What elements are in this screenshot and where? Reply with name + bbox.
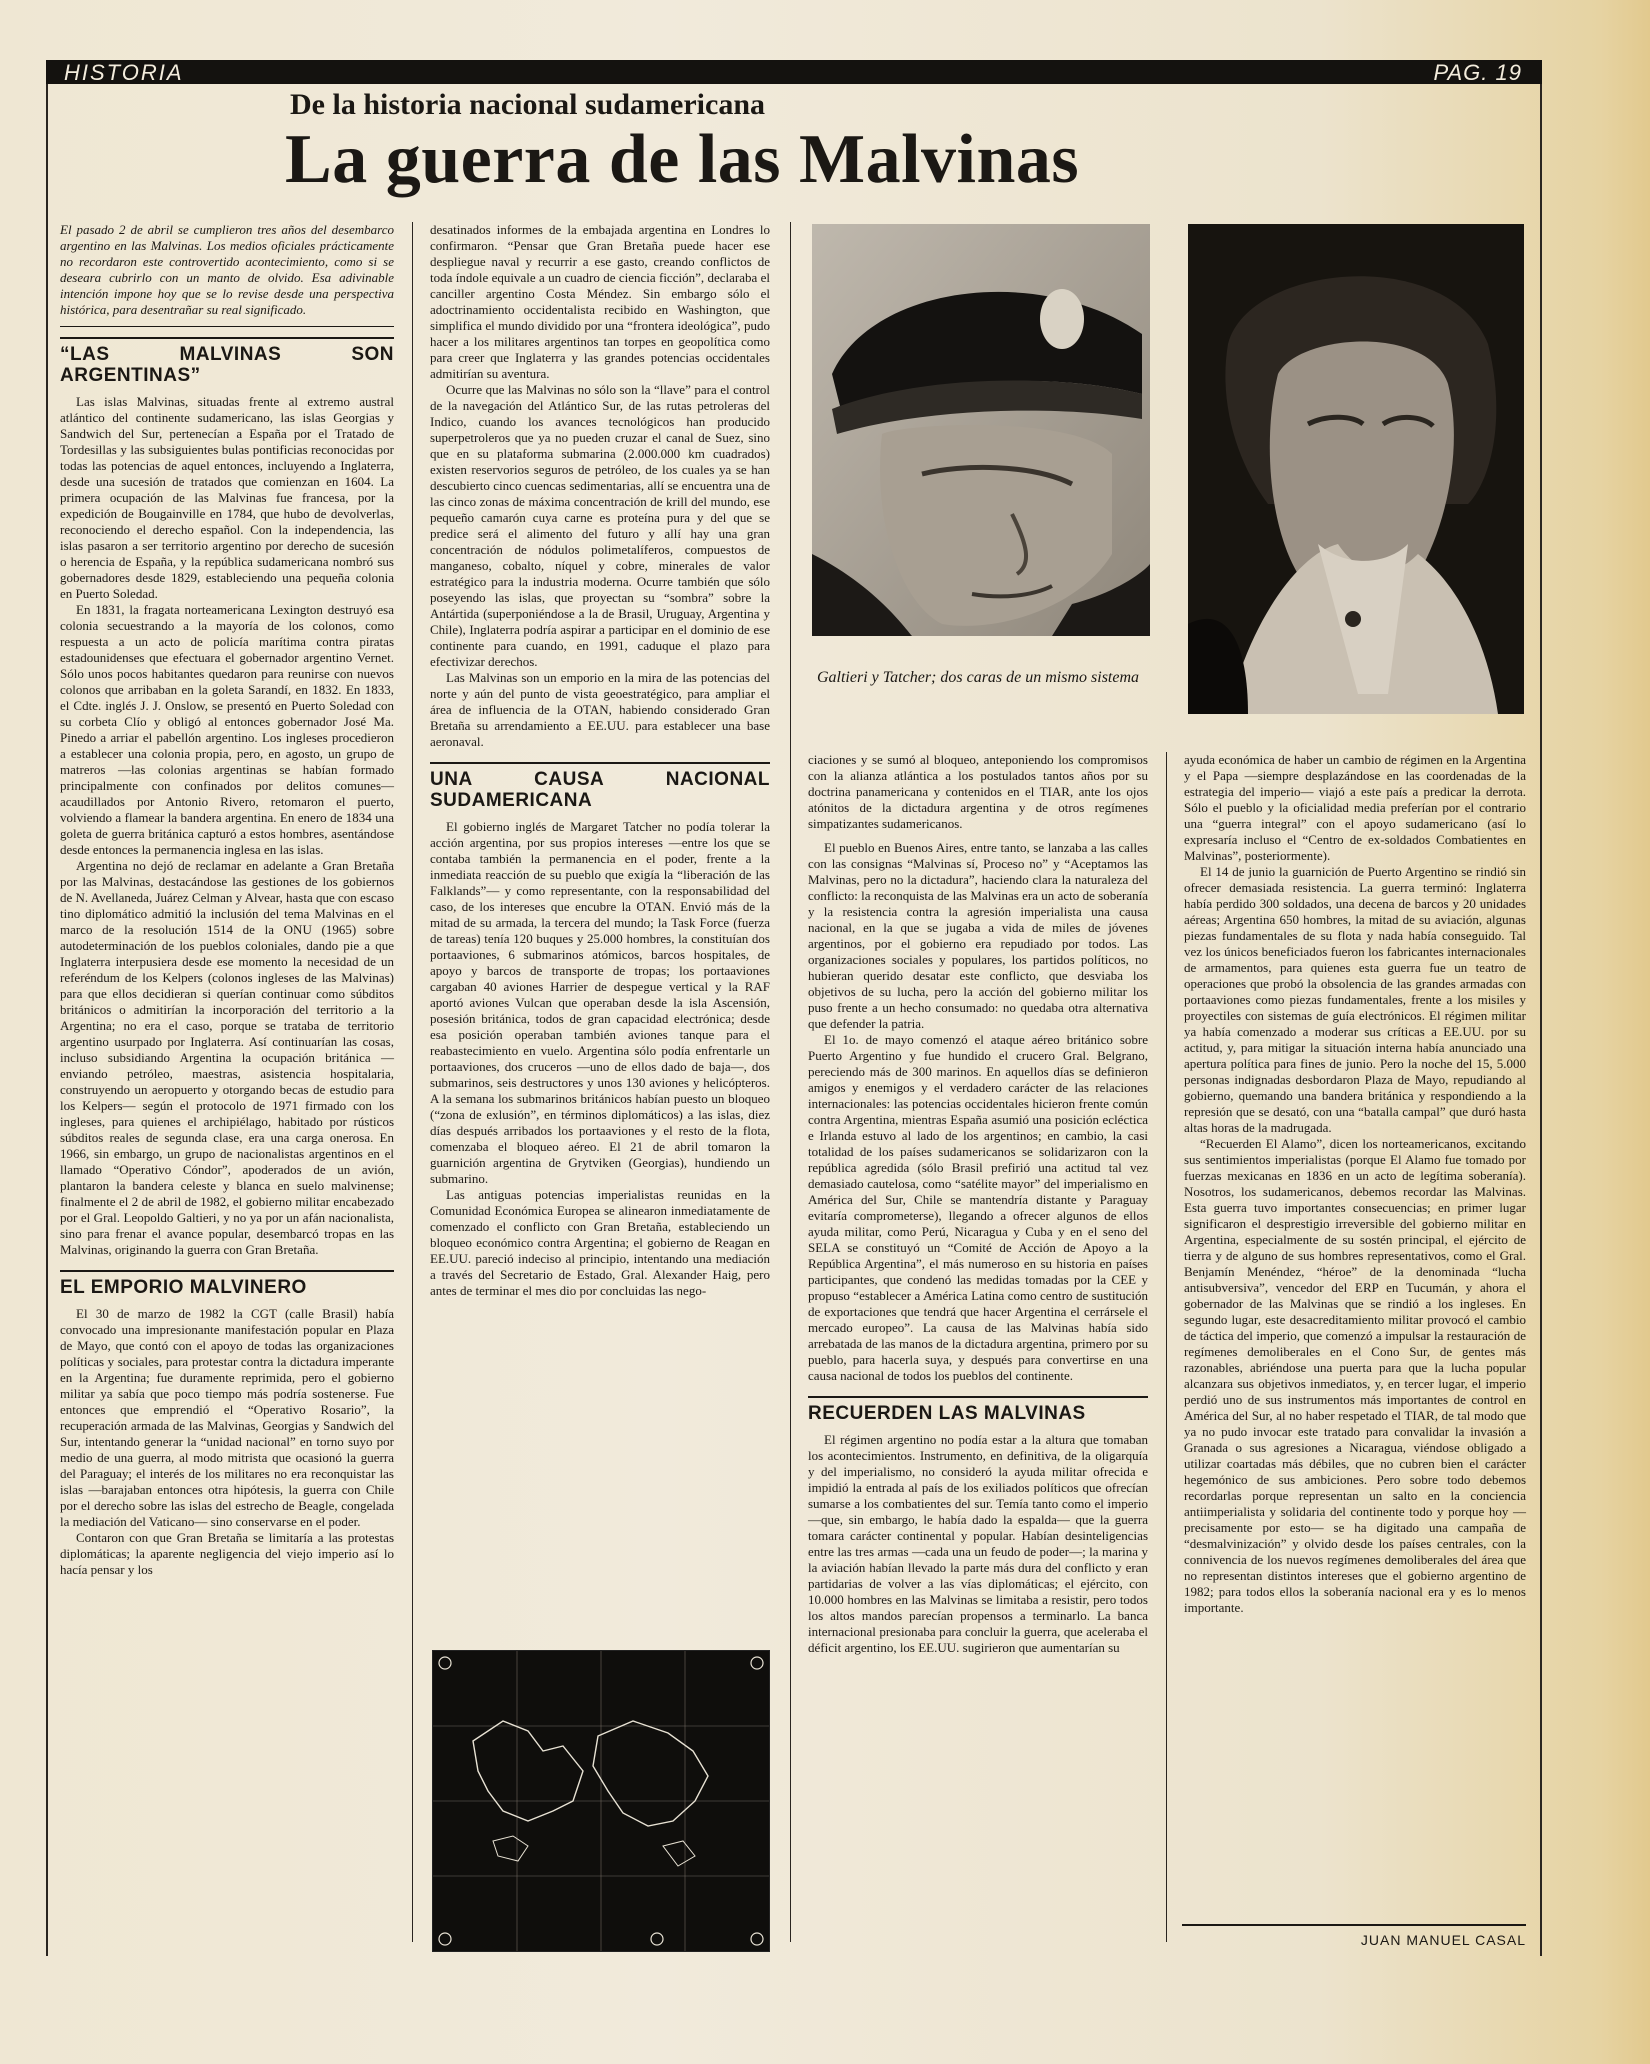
galtieri-portrait	[812, 224, 1150, 636]
column-rule	[1166, 752, 1167, 1942]
paragraph: El 14 de junio la guarnición de Puerto Argentino se rindió sin ofrecer demasiada resistencia. La guerra terminó: Inglaterra había perdido 300 soldados, una decena de barcos y 20 unidades aéreas; Argentina 650 hombres, la mitad de su aviación, algunas piezas fundamentales de su flota y nada había conseguido. Tal vez los únicos beneficiados fueron los fabricantes internacionales de armamentos, para quienes esta guerra fue un teatro de operaciones que probó la obsolencia de las grandes armadas con portaaviones como piezas fundamentales, frente a los misiles y proyectiles con sistemas de guía electrónicos. El régimen militar ya había comenzado a moderar sus críticas a EE.UU. por su actitud, y, para mitigar la situación interna había anunciado una apertura política para fines de junio. Pero la noche del 15, 5.000 personas indignadas desbordaron Plaza de Mayo, repudiando al gobierno, quemando una bandera británica y respondiendo a la represión que se desató, con una “batalla campal” que duró hasta altas horas de la madrugada.	[1184, 864, 1526, 1135]
photo-tatcher	[1188, 224, 1524, 714]
paragraph: El gobierno inglés de Margaret Tatcher no podía tolerar la acción argentina, por sus propios intereses —entre los que se contaba también la permanencia en el poder, frente a la inmediata reacción de su pueblo que exigía la “liberación de las Falklands”— y como representante, con la responsabilidad del caso, de los intereses que encubre la OTAN. Envió más de la mitad de su armada, la tercera del mundo; la Task Force (fuerza de tareas) tenía 120 buques y 25.000 hombres, la constituían dos portaaviones, 6 submarinos atómicos, barcos hospitales, de apoyo y barcos de transporte de tropas; los portaaviones cargaban 40 aviones Harrier de despegue vertical y la RAF aportó aviones Vulcan que operaban desde la isla Ascensión, posesión británica, todos de gran capacidad electrónica; desde esa posición operaban también aviones tanque para el reabastecimiento en vuelo. Argentina sólo podía enfrentarle un portaaviones, dos cruceros —uno de ellos dado de baja—, dos submarinos, seis destructores y unos 130 aviones y helicópteros. A la semana los submarinos británicos habían puesto un bloqueo (“zona de exlusión”, en términos diplomáticos) a las islas, diez días después arribados los portaaviones y el resto de la flota, comenzaba el bloqueo aéreo. El 21 de abril tomaron la guarnición argentina de Grytviken (Georgias), hundiendo un submarino.	[430, 819, 770, 1186]
header-bar	[46, 60, 1542, 84]
paragraph: Las antiguas potencias imperialistas reunidas en la Comunidad Económica Europea se alinearon inmediatamente de comenzado el conflicto con Gran Bretaña, estableciendo un bloqueo económico contra Argentina; el gobierno de Reagan en EE.UU. pareció indeciso al principio, intentando una mediación a través del Secretario de Estado, Gral. Alexander Haig, pero antes de terminar el mes dio por concluidas las nego-	[430, 1187, 770, 1298]
headline: La guerra de las Malvinas	[285, 121, 1080, 198]
paragraph: “Recuerden El Alamo”, dicen los norteamericanos, excitando sus sentimientos imperialistas (porque El Alamo fue tomado por fuerzas mexicanas en 1836 en un acto de legítima soberanía). Nosotros, los sudamericanos, debemos recordar las Malvinas. Esta guerra tuvo importantes consecuencias; en primer lugar significaron el desprestigio irreversible del gobierno militar en Argentina, especialmente de su sostén principal, el ejército de tierra y de alguno de sus hombres representativos, como el Gral. Benjamín Menéndez, “héroe” de la denominada “lucha antisubversiva”, vencedor del ERP en Tucumán, y ahora el gobernador de las Malvinas que se rindió a los ingleses. En segundo lugar, este desacreditamiento militar provocó el cambio de táctica del imperio, que comenzó a impulsar la restauración de regímenes demoliberales en el Cono Sur, de gentes más razonables, abriéndose una puerta para que la lucha popular alcanzara sus objetivos inmediatos, y, en tercer lugar, el imperio perdió uno de sus instrumentos más importantes de control en América del Sur, al no haber respetado el TIAR, de tal modo que ya no pudo invocar este tratado para convalidar la invasión a Granada o sus agresiones a Nicaragua, viéndose obligado a utilizar coartadas más débiles, que no cubren bien el carácter hegemónico de sus ambiciones. Pero sobre todo debemos recordarlas porque representan un salto en la conciencia antiimperialista y solidaria del continente todo y porque hoy —precisamente por esto— se ha digitado una campaña de “desmalvinización” y olvido desde los países centrales, con la connivencia de los nuevos regímenes demoliberales del área que no representan distintos intereses que el gobierno argentino de 1982; para todos ellos la soberanía nacional era y es lo menos importante.	[1184, 1136, 1526, 1615]
section-label: HISTORIA	[64, 60, 184, 85]
paragraph: Contaron con que Gran Bretaña se limitaría a las protestas diplomáticas; la aparente negligencia del viejo imperio así lo hacía pensar y los	[60, 1530, 394, 1577]
column-4	[1184, 752, 1526, 1616]
photo-galtieri	[812, 224, 1150, 636]
column-3	[808, 752, 1148, 1656]
lead-paragraph: El pasado 2 de abril se cumplieron tres años del desembarco argentino en las Malvinas. Los medios oficiales prácticamente no recordaron este controvertido acontecimiento, como si se deseara cubrirlo con un manto de olvido. Esa adivinable intención impone hoy que se lo revise desde una perspectiva histórica, para desentrañar su real significado.	[60, 222, 394, 317]
paragraph: ciaciones y se sumó al bloqueo, anteponiendo los compromisos con la alianza atlántica a los postulados tantos años por su doctrina panamericana y contenidos en el TIAR, ante los ojos atónitos de la dictadura argentina y de otros regímenes simpatizantes sudamericanos.	[808, 752, 1148, 831]
subhead-causa-nacional: UNA CAUSA NACIONAL SUDAMERICANA	[430, 762, 770, 811]
paragraph: El pueblo en Buenos Aires, entre tanto, se lanzaba a las calles con las consignas “Malvinas sí, Proceso no” y “Aceptamos las Malvinas, pero no la dictadura”, haciendo clara la naturaleza del conflicto: la reconquista de las Malvinas era un acto de soberanía y la resistencia contra la agresión imperialista una causa nacional, en la que se jugaba a vida de miles de jóvenes argentinos, por el gobierno era repudiado por todos. Las organizaciones sociales y populares, los partidos políticos, no hubieran querido desatar este conflicto, que desviaba los objetivos de su lucha, pero la acción del gobierno militar los puso frente a un hecho consumado: no quedaba otra alternativa que defender la patria.	[808, 840, 1148, 1031]
malvinas-map-image	[432, 1650, 770, 1952]
column-1	[60, 222, 394, 1578]
paragraph: En 1831, la fragata norteamericana Lexington destruyó esa colonia secuestrando a la mayoría de los colonos, como respuesta a un acto de policía marítima contra piratas estadounidenses que efectuara el gobernador argentino Vernet. Sólo unos pocos habitantes quedaron para reunirse con nuevos colonos que arribaban en la goleta Sarandí, en 1832. En 1833, el Cdte. inglés J. J. Onslow, se presentó en Puerto Soledad con su corbeta Clío y obligó al entonces gobernador José Ma. Pinedo a arriar el pabellón argentino. Los ingleses procedieron a establecer una colonia propia, pero, en agosto, un grupo de matreros —las colonias argentinas se habían formado principalmente con confinados por delitos comunes— acaudillados por Antonio Rivero, retomaron el puerto, volviendo a flamear la bandera argentina. En enero de 1834 una goleta de guerra británica capturó a estos hombres, asentándose desde entonces la permanencia inglesa en las islas.	[60, 602, 394, 857]
paragraph: Las Malvinas son un emporio en la mira de las potencias del norte y aún del punto de vista geoestratégico, para ampliar el área de influencia de la OTAN, habiendo considerado Gran Bretaña su arrendamiento a EE.UU. para establecer una base aeronaval.	[430, 670, 770, 749]
subhead-las-malvinas: “LAS MALVINAS SON ARGENTINAS”	[60, 337, 394, 386]
right-border-rule	[1540, 84, 1542, 1956]
map-drawing	[433, 1651, 769, 1951]
subhead-emporio: EL EMPORIO MALVINERO	[60, 1270, 394, 1298]
paragraph: El 30 de marzo de 1982 la CGT (calle Brasil) había convocado una impresionante manifestación popular en Plaza de Mayo, que contó con el apoyo de todas las organizaciones políticas y sociales, para protestar contra la dictadura imperante en la Argentina; fue duramente reprimida, pero el gobierno militar ya sabía que poco tiempo más podría sostenerse. Fue entonces que emprendió el “Operativo Rosario”, la recuperación armada de las Malvinas, Georgias y Sandwich del Sur, intentando generar la “unidad nacional” en torno suyo por medio de una guerra, al modo mitrista que ocasionó la guerra del Paraguay; el interés de los militares no era reconquistar las islas —barajaban entonces otra hipótesis, la guerra con Chile por el derecho sobre las islas del estrecho de Beagle, congelada la mediación del Vaticano— sino conservarse en el poder.	[60, 1306, 394, 1529]
kicker: De la historia nacional sudamericana	[290, 88, 766, 121]
subhead-recuerden: RECUERDEN LAS MALVINAS	[808, 1396, 1148, 1424]
lead-rule	[60, 326, 394, 327]
paragraph: desatinados informes de la embajada argentina en Londres lo confirmaron. “Pensar que Gran Bretaña puede hacer ese despliegue naval y recurrir a ese gasto, creando conflictos de toda índole equivale a un cuadro de ciencia ficción”, declaraba el canciller argentino Costa Méndez. Sin embargo sólo el adoctrinamiento occidentalista recibido en Washington, que simplifica el mundo dividido por una “frontera ideológica”, pudo hacer a los militares argentinos tan torpes en geopolítica como para creer que Inglaterra y las grandes potencias occidentales admitirían su aventura.	[430, 222, 770, 381]
column-rule	[412, 222, 413, 1942]
paragraph: Argentina no dejó de reclamar en adelante a Gran Bretaña por las Malvinas, destacándose las gestiones de los gobiernos de N. Avellaneda, Juárez Celman y Alvear, hasta que con escaso tino diplomático admitió la inclusión del tema Malvinas en el marco de la resolución 1514 de la ONU (1965) sobre autodeterminación de los pueblos coloniales, dando pie a que Inglaterra interpusiera desde ese momento la necesidad de un referéndum de los Kelpers (colonos ingleses de las Malvinas) para que ellos decidieran si querían continuar como súbditos británicos o admitirían la incorporación del territorio a la Argentina; no era el caso, porque se trataba de territorio argentino usurpado por Inglaterra. Así continuarían las cosas, incluso subsidiando Argentina la ocupación británica —enviando petróleo, maestras, asistencia hospitalaria, construyendo un aeropuerto y otorgando becas de estudio para los Kelpers— según el protocolo de 1971 firmado con los ingleses, para quienes el archipiélago, habitado por rústicos súbditos reales de segunda clase, era una carga onerosa. En 1966, sin embargo, un grupo de nacionalistas argentinos en el llamado “Operativo Cóndor”, apoderados de un avión, plantaron la bandera celeste y blanca en suelo malvinense; finalmente el 2 de abril de 1982, el gobierno militar encabezado por el Gral. Leopoldo Galtieri, y no ya por un afán nacionalista, sino para frenar el avance popular, desembarcó tropas en las Malvinas, originando la guerra con Gran Bretaña.	[60, 858, 394, 1257]
page-number: PAG. 19	[1433, 60, 1522, 85]
tatcher-portrait	[1188, 224, 1524, 714]
photo-caption: Galtieri y Tatcher; dos caras de un mismo sistema	[816, 669, 1140, 686]
left-border-rule	[46, 84, 48, 1956]
paragraph: El régimen argentino no podía estar a la altura que tomaban los acontecimientos. Instrumento, en definitiva, de la oligarquía y del imperialismo, no consideró la ayuda militar ofrecida e impidió la entrada al país de los exiliados políticos que ofrecían sumarse a los combatientes del sur. Temía tanto como el imperio —que, sin embargo, le había dado la espalda— que la guerra tomara carácter continental y popular. Habían desinteligencias entre las tres armas —cada una un feudo de poder—; la marina y la aviación habían llevado la parte más dura del conflicto y eran partidarias de volver a las vías diplomáticas; el ejército, con 10.000 hombres en las Malvinas se limitaba a resistir, pero todos los altos mandos parecían propensos a terminarlo. La banca internacional presionaba para concluir la guerra, que aceleraba el déficit argentino, los EE.UU. sugirieron que aumentarían su	[808, 1432, 1148, 1655]
paragraph: Las islas Malvinas, situadas frente al extremo austral atlántico del continente sudamericano, las islas Georgias y Sandwich del Sur, pertenecían a España por el Tratado de Tordesillas y las subsiguientes bulas pontificias reconocidas por todas las potencias de aquel entonces, incluyendo a Inglaterra, desde una sucesión de tratados que comienzan en 1604. La primera ocupación de las Malvinas fue francesa, por la expedición de Bougainville en 1784, que hubo de devolverlas, reconociendo el derecho español. Con la independencia, las islas pasaron a ser territorio argentino por derecho de sucesión o herencia de España, y la república sudamericana nombró sus gobernadores desde 1829, estableciendo una pequeña colonia en Puerto Soledad.	[60, 394, 394, 601]
paragraph: El 1o. de mayo comenzó el ataque aéreo británico sobre Puerto Argentino y fue hundido el crucero Gral. Belgrano, pereciendo más de 300 marinos. En aquellos días se definieron amigos y enemigos y el verdadero carácter de las relaciones internacionales: las potencias occidentales hicieron frente común contra Argentina, mientras España asumió una posición ecléctica e Irlanda estuvo al lado de los argentinos; en cambio, la casi totalidad de los países sudamericanos se solidarizaron con la república agredida (sólo Brasil prefirió una actitud tal vez demasiado cautelosa, como “satélite mayor” del imperialismo en América del Sur, Chile se mantendría distante y Paraguay evitaría comprometerse), llegando a ofrecer algunos de ellos ayuda militar, como Perú, Nicaragua y Cuba y en el seno del SELA se constituyó un “Comité de Acción de Apoyo a la República Argentina”, el más numeroso en su historia en países participantes, que condenó las medidas tomadas por la CEE y propuso “establecer a América Latina como centro de sustitución de exportaciones que tendrá que hacer Argentina el cerrársele el mercado europeo”. La causa de las Malvinas había sido arrebatada de las manos de la dictadura argentina, primero por su pueblo, para hacerla suya, y después para convertirse en una causa nacional de todos los pueblos del continente.	[808, 1032, 1148, 1383]
paragraph: Ocurre que las Malvinas no sólo son la “llave” para el control de la navegación del Atlántico Sur, de las rutas petroleras del Indico, cuando los avances tecnológicos han producido superpetroleros que ya no pueden cruzar el canal de Suez, sino que en su plataforma submarina (2.000.000 km cuadrados) existen reservorios seguros de petróleo, de los cuales ya se han descubierto cinco cuencas sedimentarias, allí se encuentra una de las cinco zonas de máxima concentración de krill del mundo, ese pequeño camarón cuya carne es proteína pura y del que se predice será el alimento del futuro y allí hay una gran concentración de nódulos polimetalíferos, compuestos de manganeso, cobalto, níquel y cobre, minerales de valor estratégico para la industria moderna. Ocurre también que sólo poseyendo las islas, que proyectan su “sombra” sobre la Antártida (superponiéndose a la de Brasil, Uruguay, Argentina y Chile), Inglaterra podría aspirar a participar en el dominio de ese continente para cuando, en 1991, caduque el plazo para efectivizar derechos.	[430, 382, 770, 669]
author-byline: JUAN MANUEL CASAL	[1182, 1924, 1526, 1948]
paragraph: ayuda económica de haber un cambio de régimen en la Argentina y el Papa —siempre desplazándose en las coordenadas de la estrategia del imperio— viajó a este país a predicar la derrota. Sólo el pueblo y la oficialidad media preferían por el contrario una “guerra integral” con el apoyo sudamericano (así lo expresaría incluso el “Centro de ex-soldados Combatientes en Malvinas”, posteriormente).	[1184, 752, 1526, 863]
column-rule	[790, 222, 791, 1942]
column-2	[430, 222, 770, 1299]
